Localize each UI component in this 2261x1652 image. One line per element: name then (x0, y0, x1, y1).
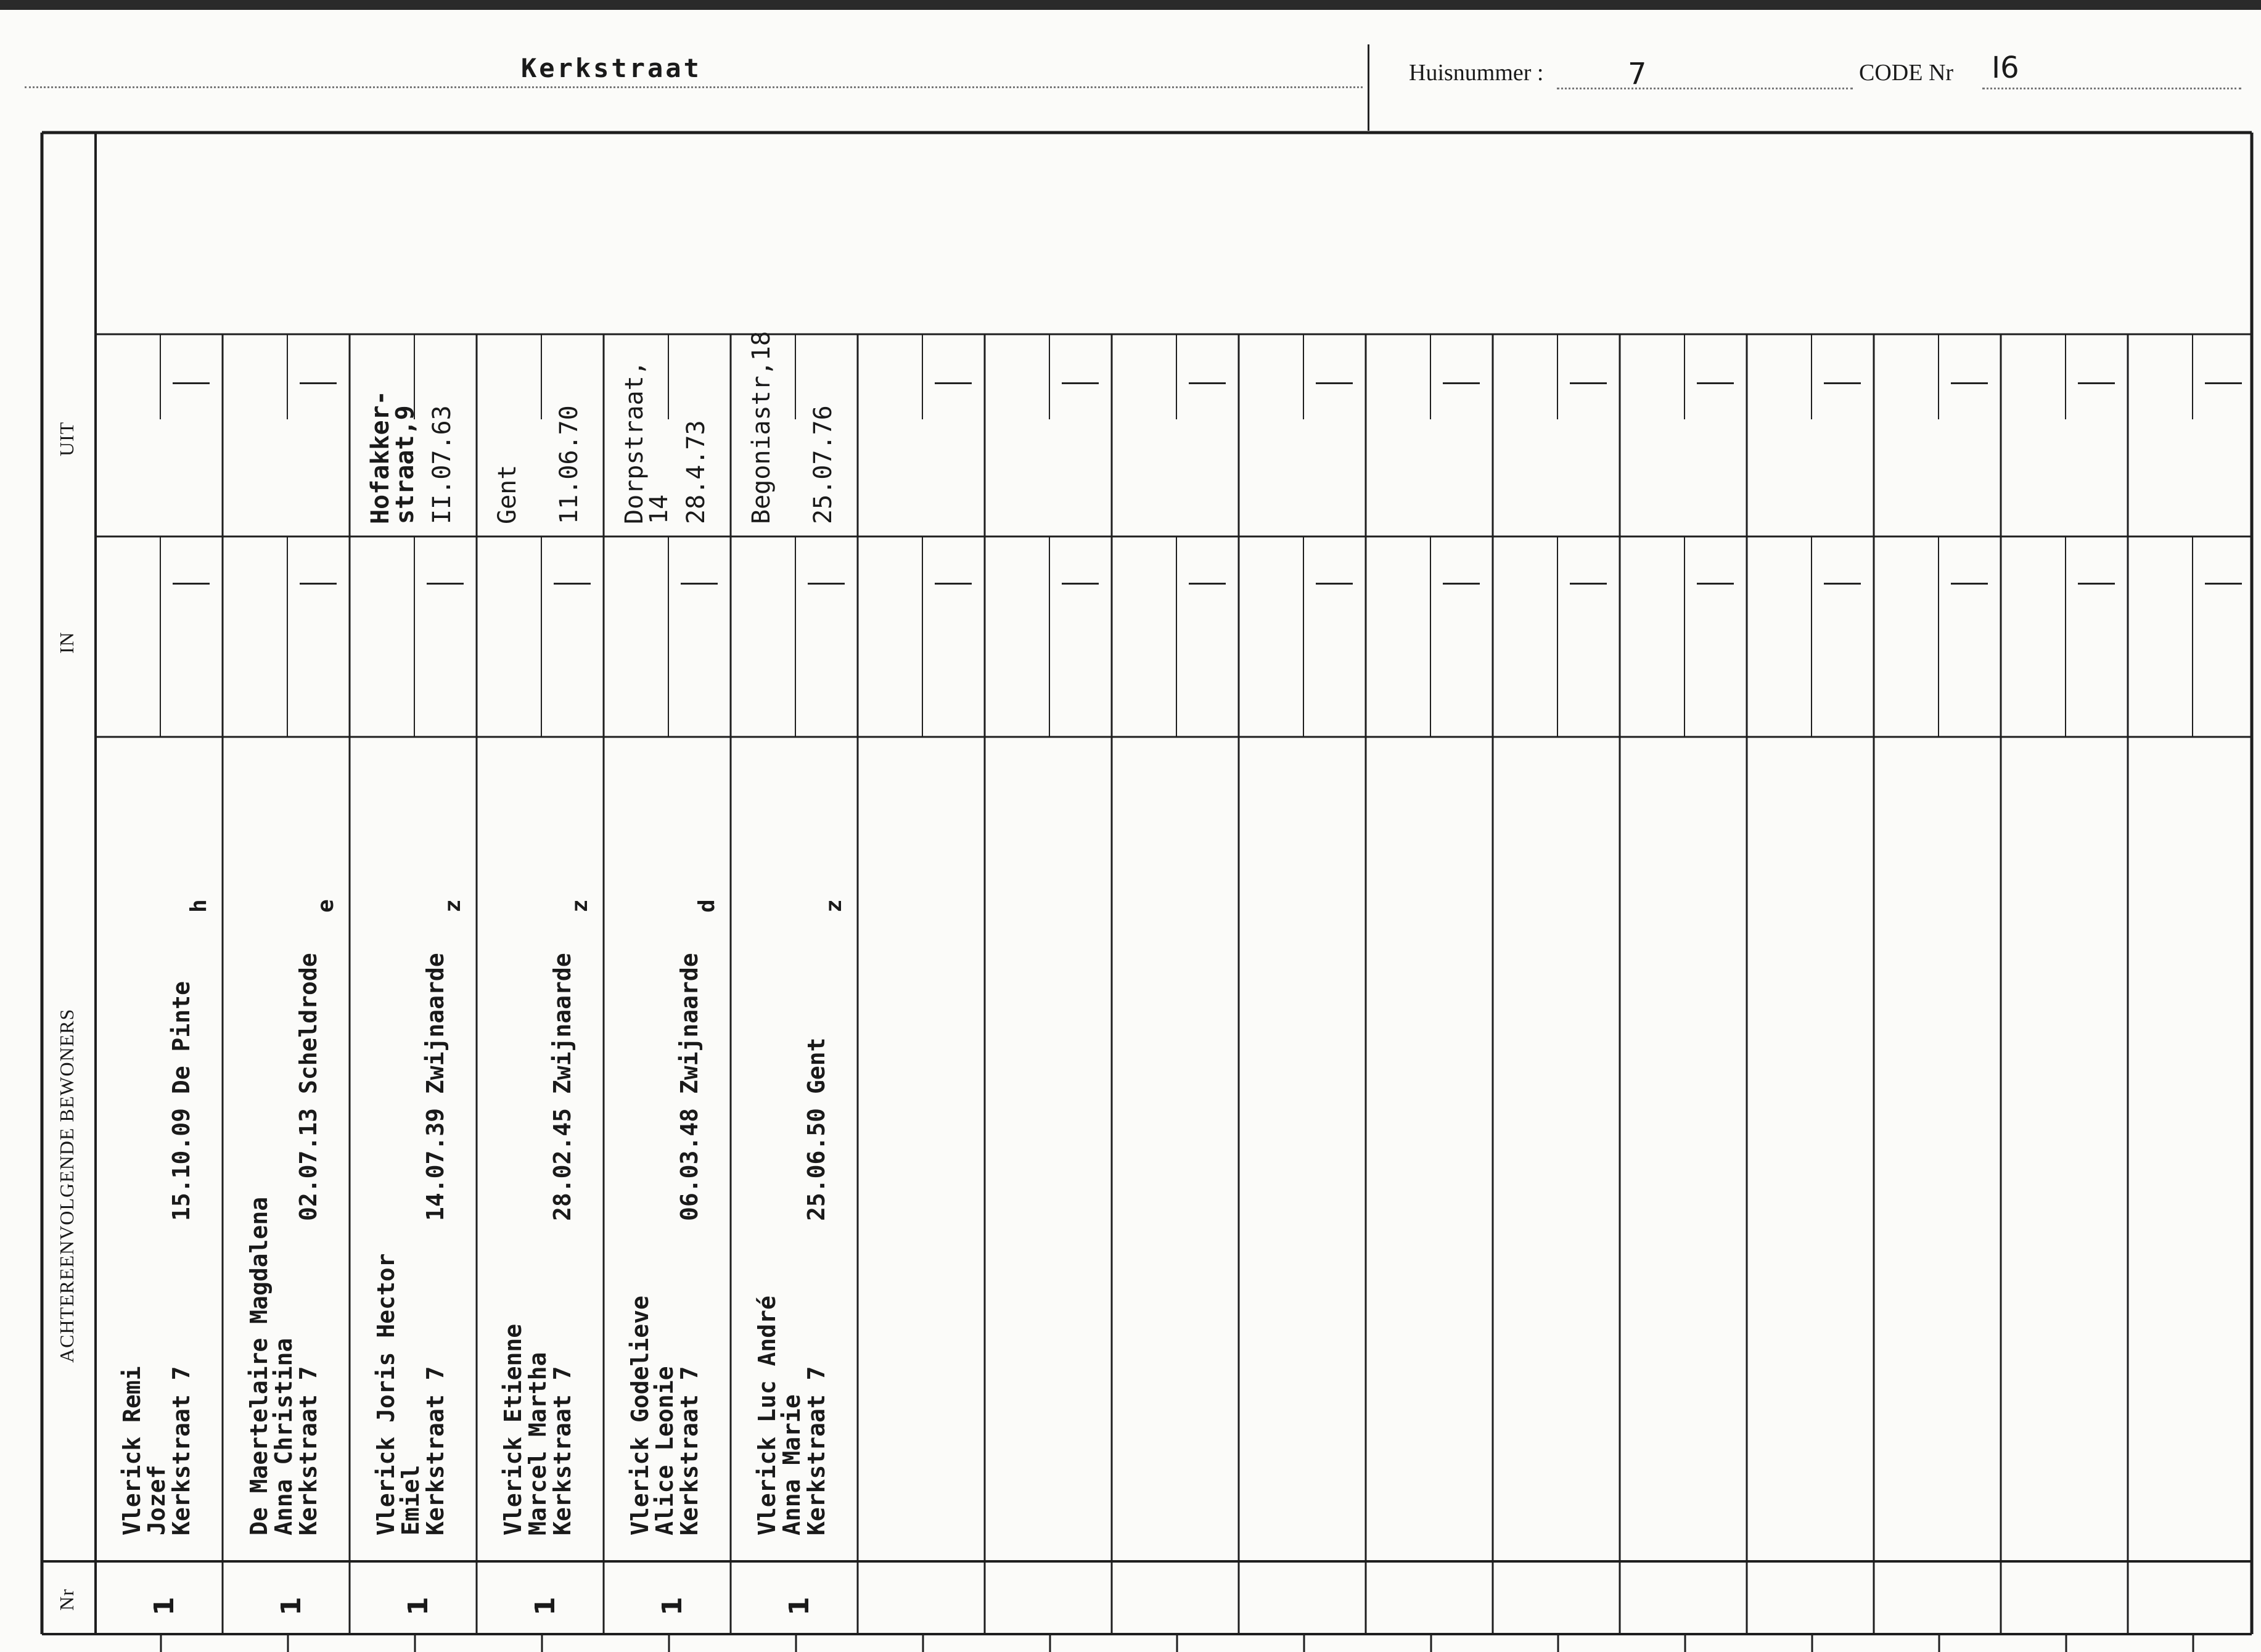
resident-code: h (186, 899, 211, 913)
empty-uit-dash (1443, 382, 1480, 384)
huisnummer-label: Huisnummer : (1409, 60, 1544, 86)
empty-uit-dash (1697, 382, 1734, 384)
resident-address: Kerkstraat 7 (676, 1366, 703, 1535)
huisnummer-value: 7 (1628, 57, 1647, 91)
resident-name: Vlerick Luc André (753, 1296, 781, 1535)
empty-uit-dash (1824, 382, 1861, 384)
resident-first-names: Anna Christina (270, 1338, 297, 1535)
resident-nr: 1 (149, 1597, 180, 1616)
empty-in-dash (1697, 583, 1734, 585)
resident-address: Kerkstraat 7 (803, 1366, 830, 1535)
empty-in-dash (1189, 583, 1226, 585)
resident-nr: 1 (657, 1597, 688, 1616)
empty-uit-dash (935, 382, 972, 384)
uit-place: Hofakker- straat,9 (366, 390, 419, 524)
resident-address: Kerkstraat 7 (422, 1366, 449, 1535)
empty-in-dash (1443, 583, 1480, 585)
resident-nr: 1 (784, 1597, 815, 1616)
uit-place: Begoniastr,18 (747, 331, 776, 524)
resident-address: Kerkstraat 7 (549, 1366, 576, 1535)
empty-in-dash (2078, 583, 2115, 585)
resident-birth-date-place: 14.07.39 Zwijnaarde (422, 953, 449, 1221)
resident-name: De Maertelaire Magdalena (245, 1196, 273, 1535)
empty-in-dash (1316, 583, 1353, 585)
resident-address: Kerkstraat 7 (168, 1366, 195, 1535)
uit-date: 11.06.70 (555, 405, 583, 524)
in-dash (554, 583, 591, 585)
resident-code: e (313, 899, 339, 913)
empty-in-dash (1951, 583, 1988, 585)
code-label: CODE Nr (1859, 60, 1954, 86)
resident-first-names: Anna Marie (778, 1394, 805, 1535)
resident-birth-date-place: 02.07.13 Scheldrode (295, 953, 322, 1221)
uit-place: Dorpstraat, 14 (620, 361, 673, 524)
uit-dash (173, 382, 210, 384)
resident-name: Vlerick Remi (118, 1366, 146, 1535)
empty-in-dash (1824, 583, 1861, 585)
uit-dash (300, 382, 337, 384)
resident-address: Kerkstraat 7 (295, 1366, 322, 1535)
resident-birth-date-place: 06.03.48 Zwijnaarde (676, 953, 703, 1221)
empty-in-dash (1062, 583, 1099, 585)
in-dash (681, 583, 718, 585)
empty-uit-dash (2078, 382, 2115, 384)
empty-uit-dash (2205, 382, 2242, 384)
in-dash (808, 583, 845, 585)
empty-in-dash (935, 583, 972, 585)
resident-first-names: Alice Leonie (651, 1366, 678, 1535)
uit-place: Gent (493, 464, 522, 524)
uit-date: 25.07.76 (809, 405, 837, 524)
resident-name: Vlerick Joris Hector (372, 1253, 400, 1535)
resident-nr: 1 (276, 1597, 307, 1616)
resident-code: z (440, 899, 466, 913)
empty-uit-dash (1951, 382, 1988, 384)
resident-code: z (821, 899, 847, 913)
resident-nr: 1 (530, 1597, 561, 1616)
in-dash (173, 583, 210, 585)
code-value: I6 (1992, 51, 2019, 85)
resident-birth-date-place: 28.02.45 Zwijnaarde (549, 953, 576, 1221)
in-dash (300, 583, 337, 585)
uit-date: 28.4.73 (682, 420, 710, 524)
empty-uit-dash (1570, 382, 1607, 384)
uit-date: II.07.63 (428, 405, 456, 524)
empty-uit-dash (1316, 382, 1353, 384)
empty-in-dash (1570, 583, 1607, 585)
resident-nr: 1 (403, 1597, 434, 1616)
section-label-nr: Nr (55, 1588, 78, 1611)
resident-birth-date-place: 25.06.50 Gent (803, 1037, 830, 1221)
section-label-uit: UIT (55, 421, 78, 456)
resident-first-names: Marcel Martha (524, 1352, 551, 1535)
resident-name: Vlerick Etienne (499, 1323, 527, 1535)
resident-code: d (694, 899, 720, 913)
section-label-in: IN (55, 631, 78, 654)
empty-uit-dash (1062, 382, 1099, 384)
street-name: Kerkstraat (521, 53, 702, 83)
empty-uit-dash (1189, 382, 1226, 384)
resident-first-names: Jozef (143, 1465, 170, 1535)
resident-name: Vlerick Godelieve (626, 1296, 654, 1535)
empty-in-dash (2205, 583, 2242, 585)
resident-code: z (567, 899, 593, 913)
in-dash (427, 583, 464, 585)
section-label-bewoners: ACHTEREENVOLGENDE BEWONERS (55, 1008, 78, 1363)
resident-birth-date-place: 15.10.09 De Pinte (168, 981, 195, 1221)
resident-first-names: Emiel (397, 1465, 424, 1535)
